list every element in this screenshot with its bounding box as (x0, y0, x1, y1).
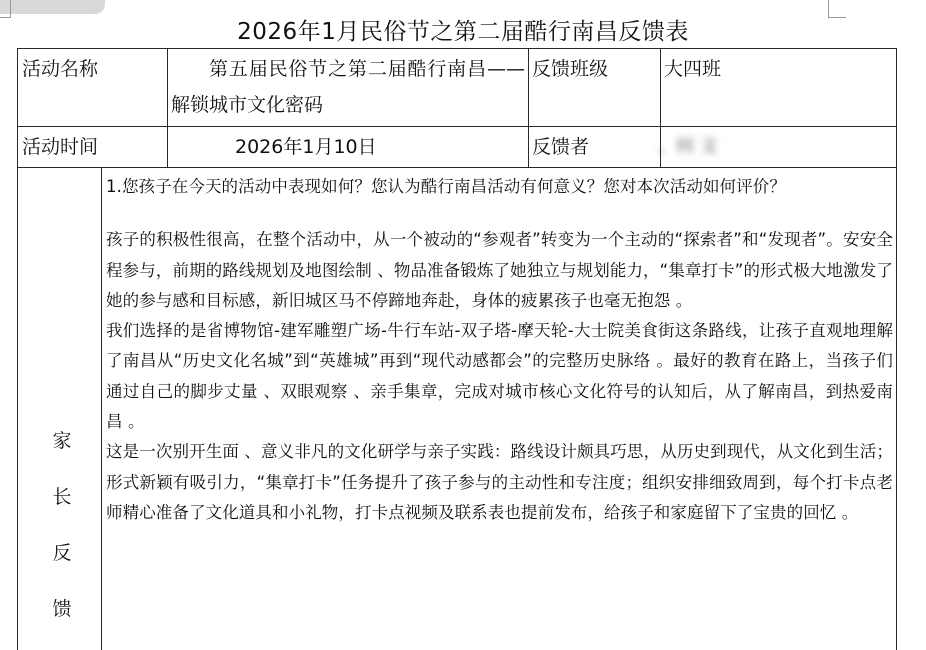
feedback-class-label: 反馈班级 (532, 58, 609, 80)
activity-name-label: 活动名称 (22, 58, 99, 80)
parent-feedback-label-char: 反 (52, 542, 72, 564)
respondent-name-redacted: 、何 文 (658, 136, 718, 157)
parent-feedback-label-char: 长 (52, 486, 72, 508)
respondent-label: 反馈者 (532, 136, 590, 158)
table-border-top (17, 48, 897, 49)
feedback-answer-paragraph: 孩子的积极性很高，在整个活动中，从一个被动的“参观者”转变为一个主动的“探索者”和“发现者”。安安全程参与，前期的路线规划及地图绘制 、物品准备锻炼了她独立与规划能力，“集章打卡”的形式极大地激发了她的参与感和目标感，新旧城区马不停蹄地奔赴，身体的疲累孩子也毫无抱怨 。 (106, 230, 893, 310)
document-title: 2026年1月民俗节之第二届酷行南昌反馈表 (237, 19, 689, 45)
feedback-answer-paragraph: 这是一次别开生面 、意义非凡的文化研学与亲子实践：路线设计颇具巧思，从历史到现代，从文化到生活；形式新颖有吸引力，“集章打卡”任务提升了孩子参与的主动性和专注度；组织安排细致周到，每个打卡点老师精心准备了文化道具和小礼物，打卡点视频及联系表也提前发布，给孩子和家庭留下了宝贵的回忆 。 (106, 442, 893, 522)
table-border-right (896, 48, 897, 650)
window-corner-tab (0, 0, 105, 14)
activity-time-label: 活动时间 (22, 136, 99, 158)
feedback-class-value: 大四班 (664, 58, 722, 80)
feedback-question: 1.您孩子在今天的活动中表现如何？您认为酷行南昌活动有何意义？您对本次活动如何评价？ (106, 177, 786, 196)
table-col-divider (528, 48, 529, 168)
table-col-divider (101, 168, 102, 650)
feedback-form-table (17, 48, 897, 650)
paragraph-spacer (106, 202, 893, 225)
parent-feedback-content (106, 172, 893, 528)
parent-feedback-label-char: 家 (52, 430, 72, 452)
table-col-divider (167, 48, 168, 168)
table-row-divider (17, 167, 897, 168)
feedback-answer-paragraph: 我们选择的是省博物馆-建军雕塑广场-牛行车站-双子塔-摩天轮-大士院美食街这条路线，让孩子直观地理解了南昌从“历史文化名城”到“英雄城”再到“现代动感都会”的完整历史脉络 。最好的教育在路上，当孩子们通过自己的脚步丈量 、双眼观察 、亲手集章，完成对城市核心文化符号的认知后，从了解南昌，到热爱南昌 。 (106, 321, 893, 432)
activity-name-value: 第五届民俗节之第二届酷行南昌——解锁城市文化密码 (171, 58, 525, 116)
activity-time-value: 2026年1月10日 (235, 136, 377, 158)
parent-feedback-label-char: 馈 (52, 598, 72, 620)
table-row-divider (17, 126, 897, 127)
table-border-left (17, 48, 18, 650)
